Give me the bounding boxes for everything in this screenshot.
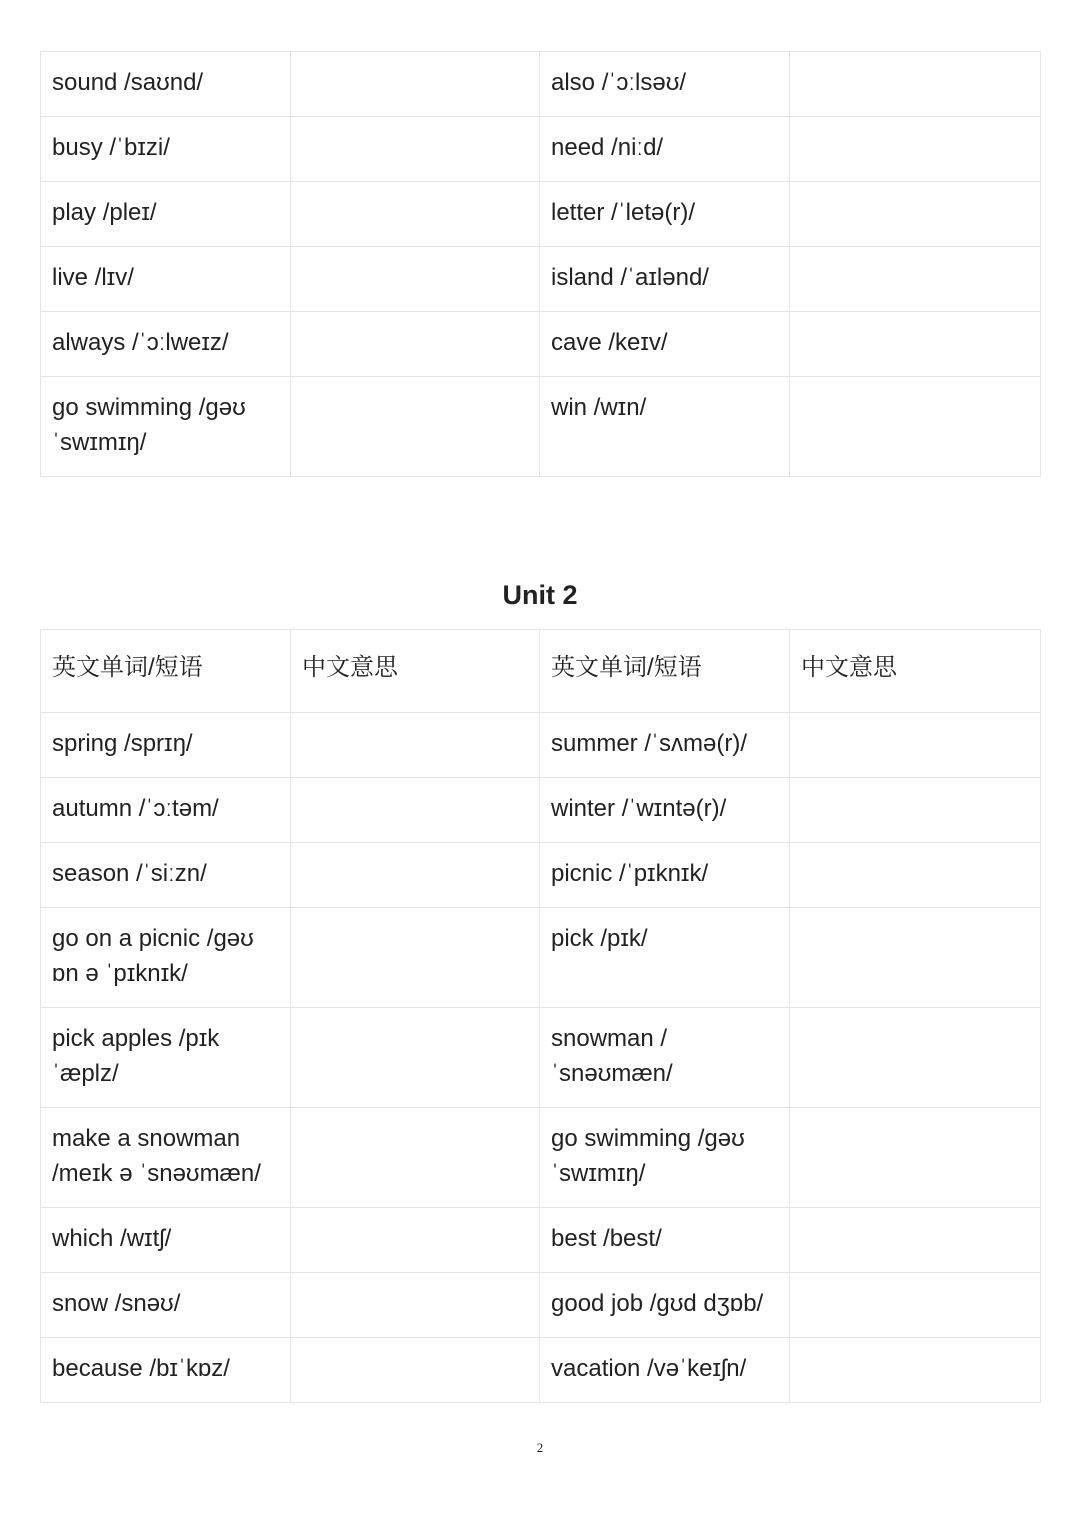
word-cell: win /wɪn/ — [540, 377, 790, 477]
word-cell: play /pleɪ/ — [41, 182, 291, 247]
meaning-cell — [790, 1338, 1041, 1403]
table-row — [41, 713, 1041, 778]
table-row — [41, 1338, 1041, 1403]
word-cell: also /ˈɔːlsəʊ/ — [540, 52, 790, 117]
meaning-cell — [790, 1273, 1041, 1338]
word-cell: summer /ˈsʌmə(r)/ — [540, 713, 790, 778]
word-cell: autumn /ˈɔːtəm/ — [41, 778, 291, 843]
word-cell: need /niːd/ — [540, 117, 790, 182]
word-cell: pick /pɪk/ — [540, 908, 790, 1008]
table-row — [41, 843, 1041, 908]
word-cell: sound /saʊnd/ — [41, 52, 291, 117]
page-number: 2 — [536, 1440, 544, 1455]
word-cell: cave /keɪv/ — [540, 312, 790, 377]
word-cell: good job /gʊd dʒɒb/ — [540, 1273, 790, 1338]
word-cell: busy /ˈbɪzi/ — [41, 117, 291, 182]
meaning-cell — [291, 908, 540, 1008]
word-cell: make a snowman /meɪk ə ˈsnəʊmæn/ — [41, 1108, 291, 1208]
meaning-cell — [790, 1108, 1041, 1208]
word-cell: picnic /ˈpɪknɪk/ — [540, 843, 790, 908]
meaning-cell — [291, 182, 540, 247]
word-cell: letter /ˈletə(r)/ — [540, 182, 790, 247]
word-cell: vacation /vəˈkeɪʃn/ — [540, 1338, 790, 1403]
table-row — [41, 908, 1041, 1008]
table-row — [41, 1108, 1041, 1208]
table-row — [41, 52, 1041, 117]
word-cell: go on a picnic /gəʊ ɒn ə ˈpɪknɪk/ — [41, 908, 291, 1008]
table-row — [41, 182, 1041, 247]
word-cell: which /wɪtʃ/ — [41, 1208, 291, 1273]
table-row — [41, 1008, 1041, 1108]
meaning-cell — [291, 117, 540, 182]
meaning-cell — [291, 1008, 540, 1108]
table-row — [41, 312, 1041, 377]
meaning-cell — [790, 778, 1041, 843]
meaning-cell — [790, 713, 1041, 778]
table-row — [41, 117, 1041, 182]
word-cell: live /lɪv/ — [41, 247, 291, 312]
meaning-cell — [790, 908, 1041, 1008]
meaning-cell — [291, 1108, 540, 1208]
table-header-row — [41, 630, 1041, 713]
column-header-word: 英文单词/短语 — [41, 630, 291, 713]
word-cell: go swimming /gəʊ ˈswɪmɪŋ/ — [540, 1108, 790, 1208]
word-cell: spring /sprɪŋ/ — [41, 713, 291, 778]
column-header-word: 英文单词/短语 — [540, 630, 790, 713]
meaning-cell — [291, 377, 540, 477]
meaning-cell — [790, 247, 1041, 312]
unit-title: Unit 2 — [502, 580, 578, 610]
word-cell: snow /snəʊ/ — [41, 1273, 291, 1338]
meaning-cell — [790, 377, 1041, 477]
meaning-cell — [790, 52, 1041, 117]
word-cell: pick apples /pɪk ˈæplz/ — [41, 1008, 291, 1108]
word-cell: winter /ˈwɪntə(r)/ — [540, 778, 790, 843]
word-cell: because /bɪˈkɒz/ — [41, 1338, 291, 1403]
table-row — [41, 1273, 1041, 1338]
word-cell: go swimming /gəʊ ˈswɪmɪŋ/ — [41, 377, 291, 477]
table-row — [41, 247, 1041, 312]
meaning-cell — [291, 52, 540, 117]
word-cell: best /best/ — [540, 1208, 790, 1273]
table-row — [41, 778, 1041, 843]
vocab-table-unit1-continued — [40, 51, 1041, 477]
table-row — [41, 377, 1041, 477]
meaning-cell — [291, 1338, 540, 1403]
meaning-cell — [291, 843, 540, 908]
meaning-cell — [790, 1208, 1041, 1273]
meaning-cell — [291, 312, 540, 377]
word-cell: season /ˈsiːzn/ — [41, 843, 291, 908]
meaning-cell — [790, 117, 1041, 182]
word-cell: snowman /ˈsnəʊmæn/ — [540, 1008, 790, 1108]
word-cell: always /ˈɔːlweɪz/ — [41, 312, 291, 377]
meaning-cell — [291, 1273, 540, 1338]
vocab-table-unit2 — [40, 629, 1041, 1403]
meaning-cell — [790, 182, 1041, 247]
meaning-cell — [291, 713, 540, 778]
meaning-cell — [790, 843, 1041, 908]
meaning-cell — [291, 1208, 540, 1273]
table-row — [41, 1208, 1041, 1273]
word-cell: island /ˈaɪlənd/ — [540, 247, 790, 312]
meaning-cell — [291, 247, 540, 312]
column-header-meaning: 中文意思 — [291, 630, 540, 713]
meaning-cell — [790, 312, 1041, 377]
column-header-meaning: 中文意思 — [790, 630, 1041, 713]
meaning-cell — [291, 778, 540, 843]
meaning-cell — [790, 1008, 1041, 1108]
